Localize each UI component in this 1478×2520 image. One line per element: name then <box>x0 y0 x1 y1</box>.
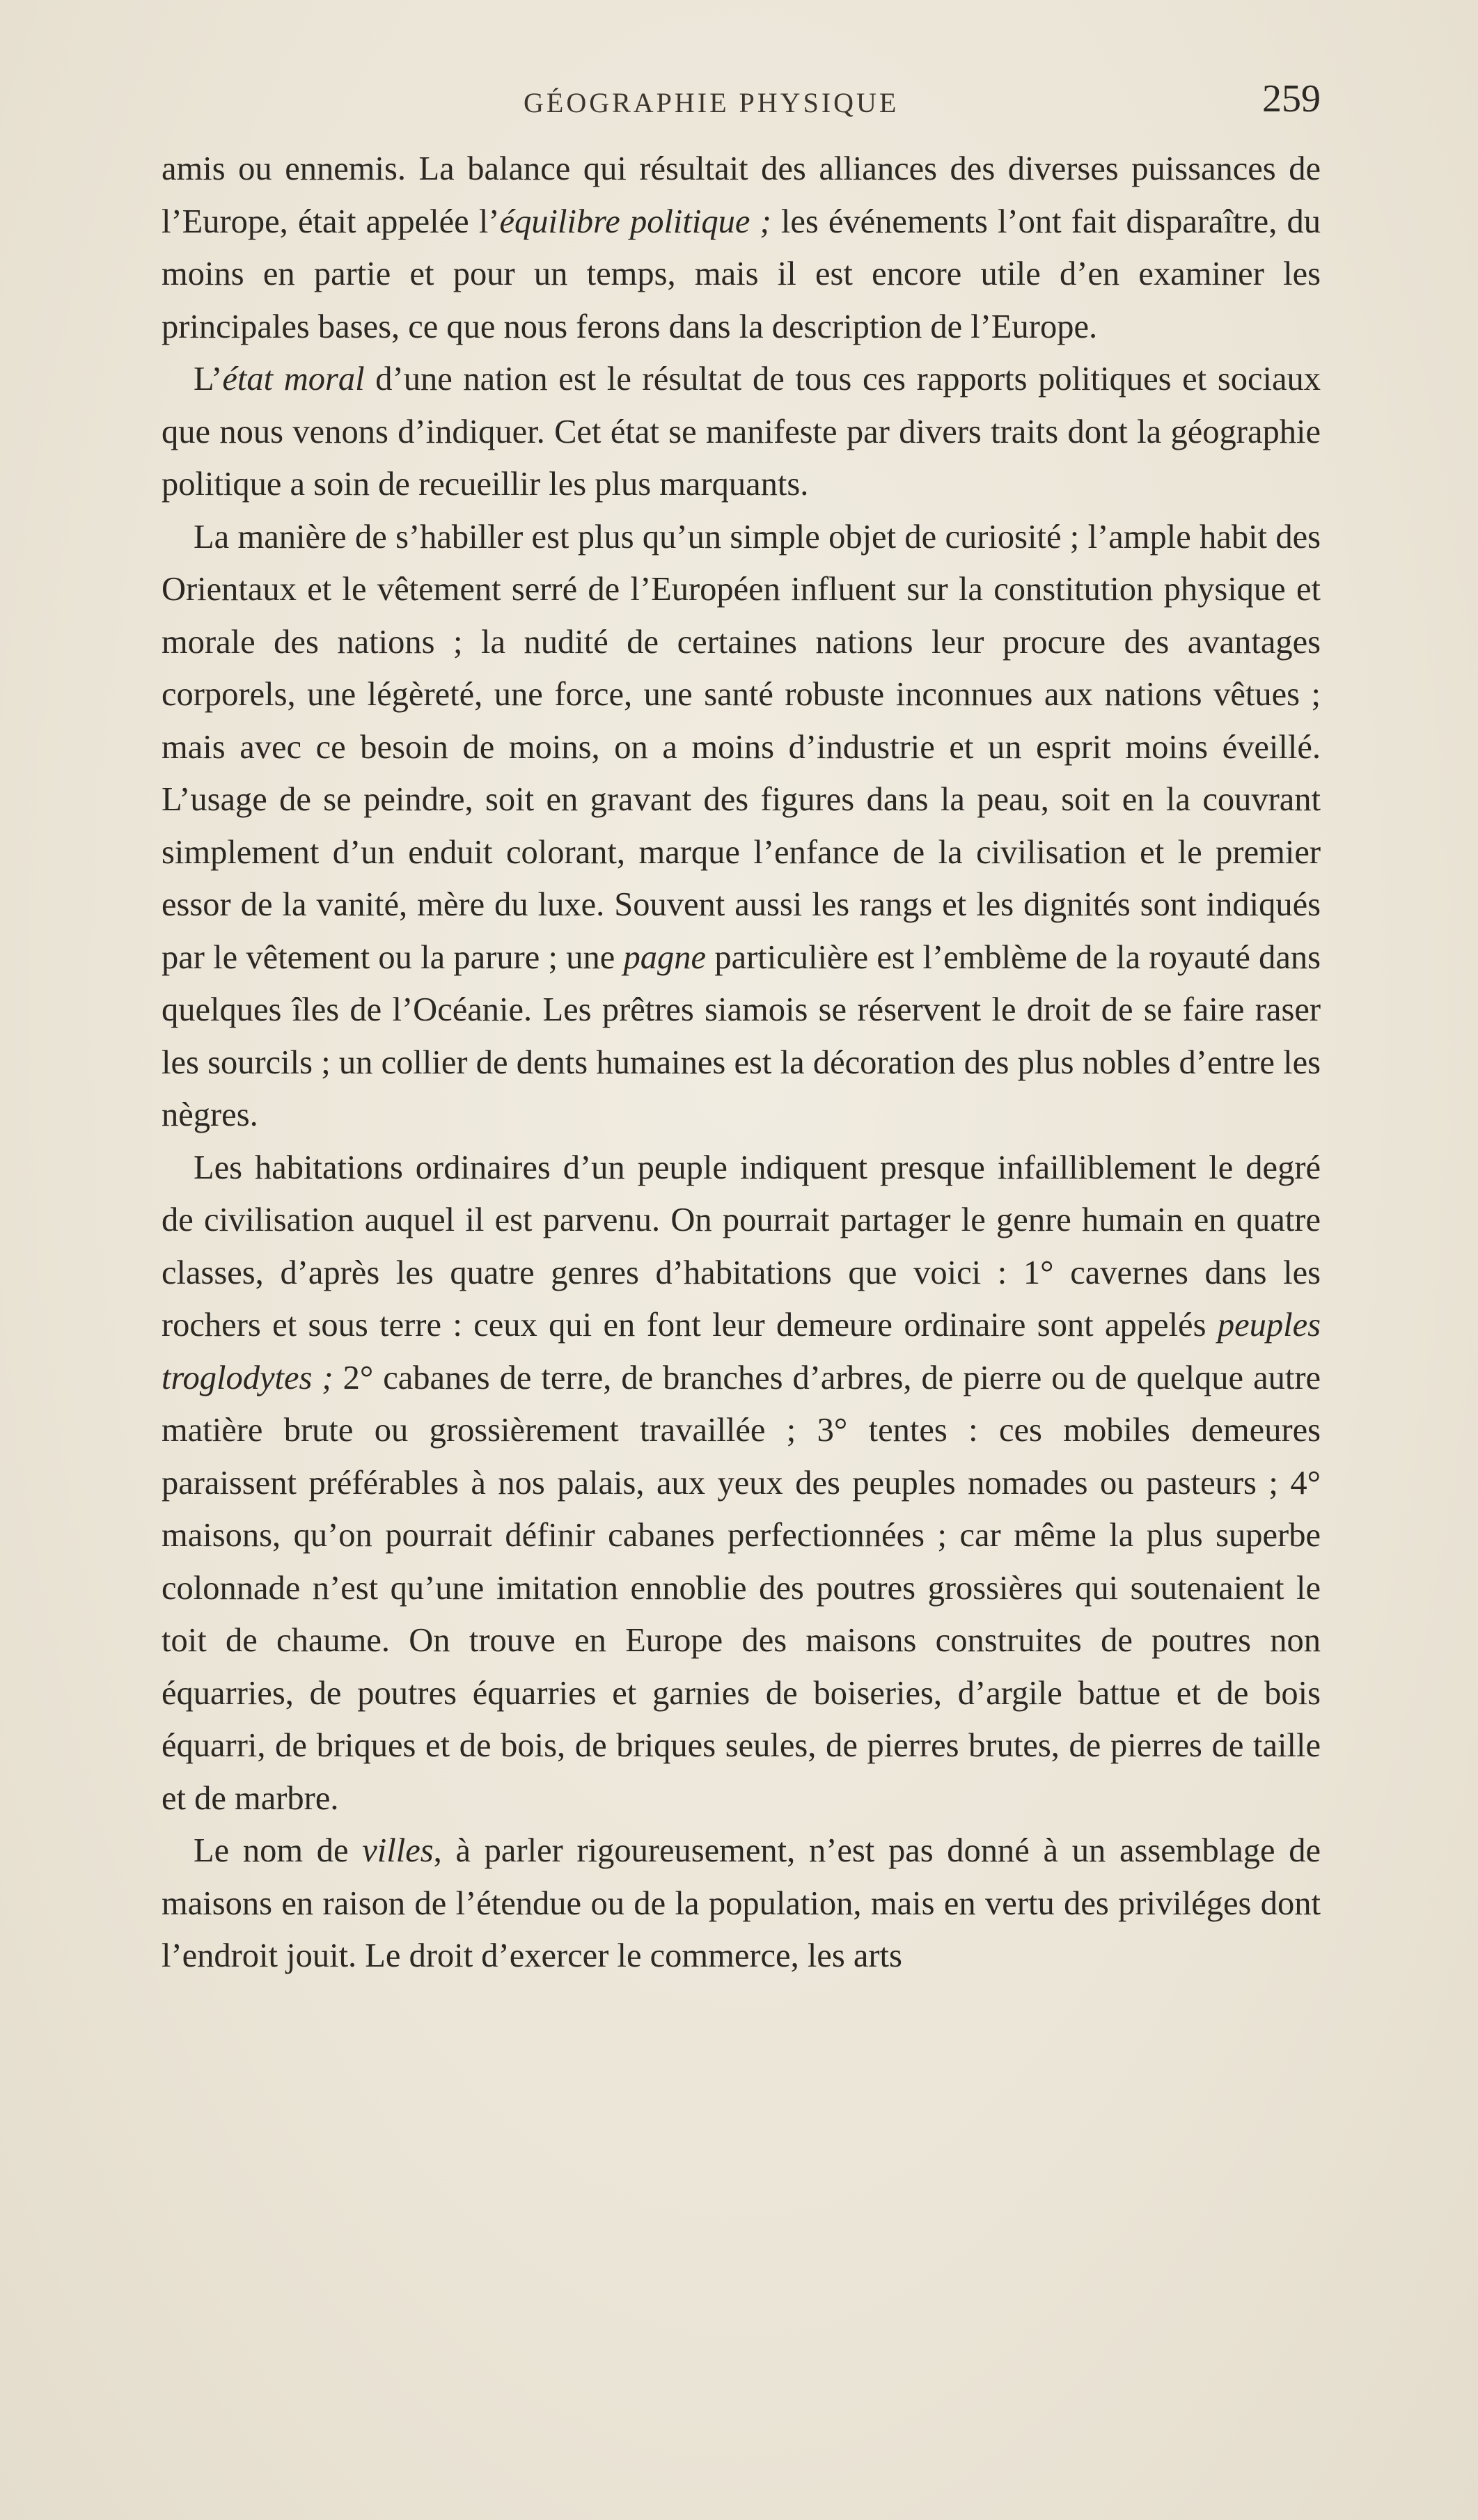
italic-term: pagne <box>623 938 707 976</box>
page-number: 259 <box>1262 77 1321 120</box>
running-title: GÉOGRAPHIE PHYSIQUE <box>524 87 899 118</box>
paragraph <box>162 1142 1321 1825</box>
text-segment: Les habitations ordinaires d’un peuple indiquent presque infailliblement le degré de civilisation auquel il est parvenu. On pourrait partager le genre humain en quatre classes, d’après les quatre genres d’habitations que voici : 1° cavernes dans les rochers et sous terre : ceux qui en font leur demeure ordinaire sont appelés <box>162 1149 1321 1344</box>
italic-term: villes <box>362 1832 434 1869</box>
page-header <box>162 72 1321 128</box>
paragraph <box>162 1825 1321 1983</box>
text-segment: La manière de s’habiller est plus qu’un simple objet de curiosité ; l’ample habit des Orientaux et le vêtement serré de l’Européen influent sur la constitution physique et morale des nations ; la nudité de certaines nations leur procure des avantages corporels, une légèreté, une force, une santé robuste inconnues aux nations vêtues ; mais avec ce besoin de moins, on a moins d’industrie et un esprit moins éveillé. L’usage de se peindre, soit en gravant des figures dans la peau, soit en la couvrant simplement d’un enduit colorant, marque l’enfance de la civilisation et le premier essor de la vanité, mère du luxe. Souvent aussi les rangs et les dignités sont indiqués par le vêtement ou la parure ; une <box>162 518 1321 976</box>
text-segment: L’ <box>194 361 223 397</box>
paragraph <box>162 353 1321 511</box>
italic-term: peuples troglodytes ; <box>162 1307 1321 1396</box>
text-segment: les événements l’ont fait disparaître, du moins en partie et pour un temps, mais il est encore utile d’en examiner les principales bases, ce que nous ferons dans la description de l’Europe. <box>162 203 1321 345</box>
italic-term: état moral <box>222 361 365 397</box>
text-segment: d’une nation est le résultat de tous ces rapports politiques et sociaux que nous venons d’indiquer. Cet état se manifeste par divers traits dont la géographie politique a soin de recueillir les plus marquants. <box>162 361 1321 503</box>
text-segment: , à parler rigoureusement, n’est pas donné à un assemblage de maisons en raison de l’étendue ou de la population, mais en vertu des priviléges dont l’endroit jouit. Le droit d’exercer le commerce, les arts <box>162 1832 1321 1974</box>
italic-term: équilibre politique ; <box>499 203 771 240</box>
text-segment: 2° cabanes de terre, de branches d’arbres, de pierre ou de quelque autre matière brute ou grossièrement travaillée ; 3° tentes : ces mobiles demeures paraissent préférables à nos palais, aux yeux des peuples nomades ou pasteurs ; 4° maisons, qu’on pourrait définir cabanes perfectionnées ; car même la plus superbe colonnade n’est qu’une imitation ennoblie des poutres grossières qui soutenaient le toit de chaume. On trouve en Europe des maisons construites de poutres non équarries, de poutres équarries et garnies de boiseries, d’argile battue et de bois équarri, de briques et de bois, de briques seules, de pierres brutes, de pierres de taille et de marbre. <box>162 1359 1321 1817</box>
paragraph <box>162 511 1321 1142</box>
body-text <box>162 143 1321 1983</box>
text-segment: Le nom de <box>194 1832 363 1869</box>
paragraph <box>162 143 1321 353</box>
text-segment: amis ou ennemis. La balance qui résultait des alliances des diverses puissances de l’Europe, était appelée l’ <box>162 150 1321 240</box>
text-segment: particulière est l’emblème de la royauté dans quelques îles de l’Océanie. Les prêtres siamois se réservent le droit de se faire raser les sourcils ; un collier de dents humaines est la décoration des plus nobles d’entre les nègres. <box>162 938 1321 1133</box>
